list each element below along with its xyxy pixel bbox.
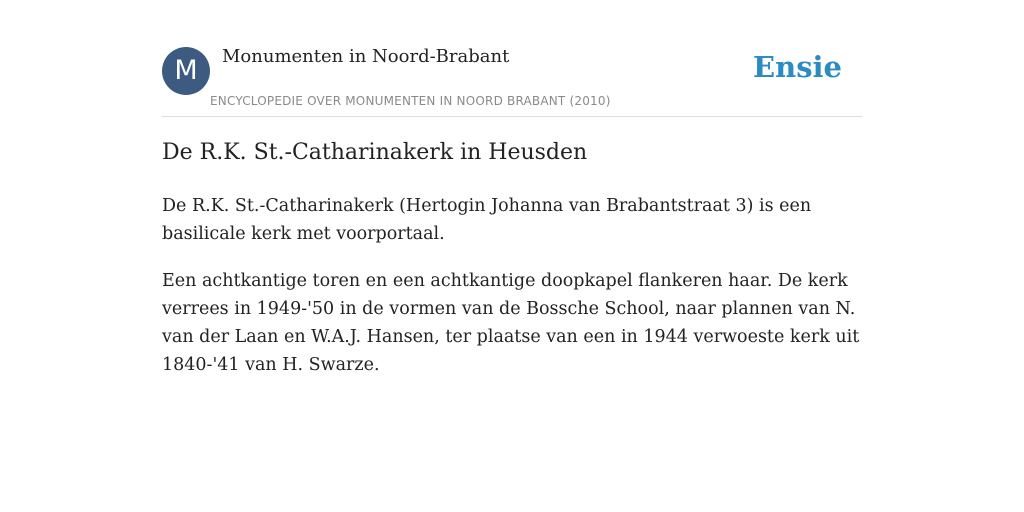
source-subtitle: ENCYCLOPEDIE OVER MONUMENTEN IN NOORD BRABANT (2010) [210,94,611,108]
article-paragraph: Een achtkantige toren en een achtkantige doopkapel flankeren haar. De kerk verrees in 1949-'50 in de vormen van de Bossche School, naar plannen van N. van der Laan en W.A.J. Hansen, ter plaatse van een in 1944 verwoeste kerk uit 1840-'41 van H. Swarze. [162,271,860,375]
source-title-link[interactable]: Monumenten in Noord-Brabant [222,46,510,67]
article-paragraph: De R.K. St.-Catharinakerk (Hertogin Johanna van Brabantstraat 3) is een basilicale kerk met voorportaal. [162,196,812,244]
article-card [162,0,862,375]
article-body [162,192,862,398]
source-header [162,0,862,117]
article-title: De R.K. St.-Catharinakerk in Heusden [162,140,588,165]
source-avatar[interactable]: M [162,47,210,95]
ensie-logo[interactable]: Ensie [753,50,842,84]
